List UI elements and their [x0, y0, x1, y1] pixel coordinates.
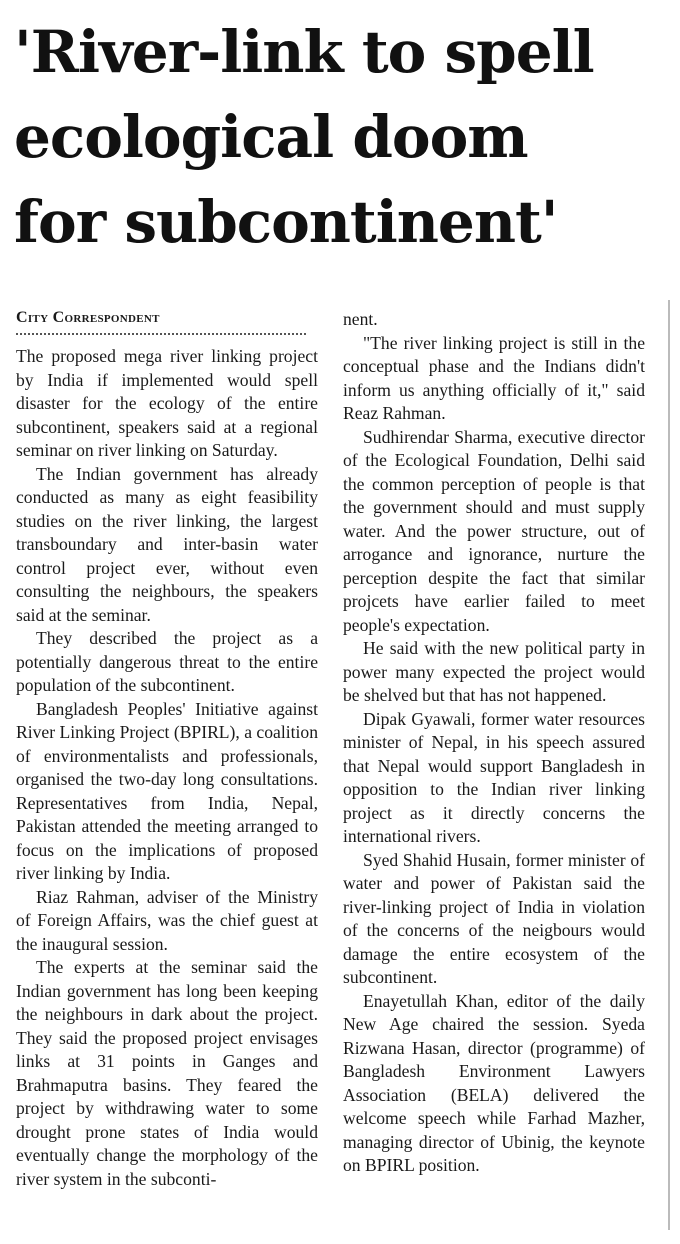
- left-column: [16, 308, 318, 1191]
- paragraph: Enayetullah Khan, editor of the daily New Age chaired the session. Syeda Rizwana Hasan, director (programme) of Bangladesh Environment Lawyers Association (BELA) delivered the welcome speech while Farhad Mazher, managing director of Ubinig, the keynote on BPIRL position.: [343, 990, 645, 1175]
- paragraph: The experts at the seminar said the Indian government has long been keeping the neighbours in dark about the project. They said the proposed project envisages links at 31 points in Ganges and Brahmaputra basins. They feared the project by withdrawing water to some drought prone states of India would eventually change the morphology of the river system in the subconti-: [16, 957, 318, 1189]
- byline: [16, 308, 318, 329]
- paragraph: Riaz Rahman, adviser of the Ministry of Foreign Affairs, was the chief guest at the inaugural session.: [16, 886, 318, 954]
- headline-line: 'River-link to spell: [14, 18, 594, 86]
- paragraph: Syed Shahid Husain, former minister of water and power of Pakistan said the river-linking project of India in violation of the concerns of the neigbours would damage the entire ecosystem of the subcontinent.: [343, 849, 645, 987]
- paragraph: They described the project as a potentially dangerous threat to the entire population of the subcontinent.: [16, 628, 318, 695]
- headline-line: ecological doom: [14, 103, 528, 171]
- paragraph: He said with the new political party in power many expected the project would be shelved but that has not happened.: [343, 638, 645, 705]
- paragraph: "The river linking project is still in the conceptual phase and the Indians didn't inform us anything officially of it," said Reaz Rahman.: [343, 332, 645, 423]
- byline-divider: [16, 333, 306, 335]
- paragraph: Dipak Gyawali, former water resources minister of Nepal, in his speech assured that Nepal would support Bangladesh in opposition to the Indian river linking project as it directly concerns the international rivers.: [343, 708, 645, 846]
- paragraph: The proposed mega river linking project by India if implemented would spell disaster for the ecology of the entire subcontinent, speakers said at a regional seminar on river linking on Saturday.: [16, 346, 318, 460]
- paragraph-continuation: nent.: [343, 309, 378, 329]
- paragraph: The Indian government has already conducted as many as eight feasibility studies on the river linking, the largest transboundary and inter-basin water control project ever, without even consulting the neighbours, the speakers said at the seminar.: [16, 463, 318, 625]
- byline-text: City Correspondent: [16, 309, 160, 326]
- headline-line: for subcontinent': [14, 188, 558, 256]
- right-column: [343, 308, 645, 1178]
- column-edge-rule: [668, 300, 670, 1230]
- headline: [14, 10, 674, 265]
- paragraph: Sudhirendar Sharma, executive director of the Ecological Foundation, Delhi said the common perception of people is that the government should and must supply water. And the power structure, out of arrogance and ignorance, nurture the perception despite the fact that similar projcets have earlier failed to meet people's expectation.: [343, 426, 645, 635]
- paragraph: Bangladesh Peoples' Initiative against River Linking Project (BPIRL), a coalition of environmentalists and professionals, organised the two-day long consultations. Representatives from India, Nepal, Pakistan attended the meeting arranged to focus on the implications of proposed river linking by India.: [16, 698, 318, 883]
